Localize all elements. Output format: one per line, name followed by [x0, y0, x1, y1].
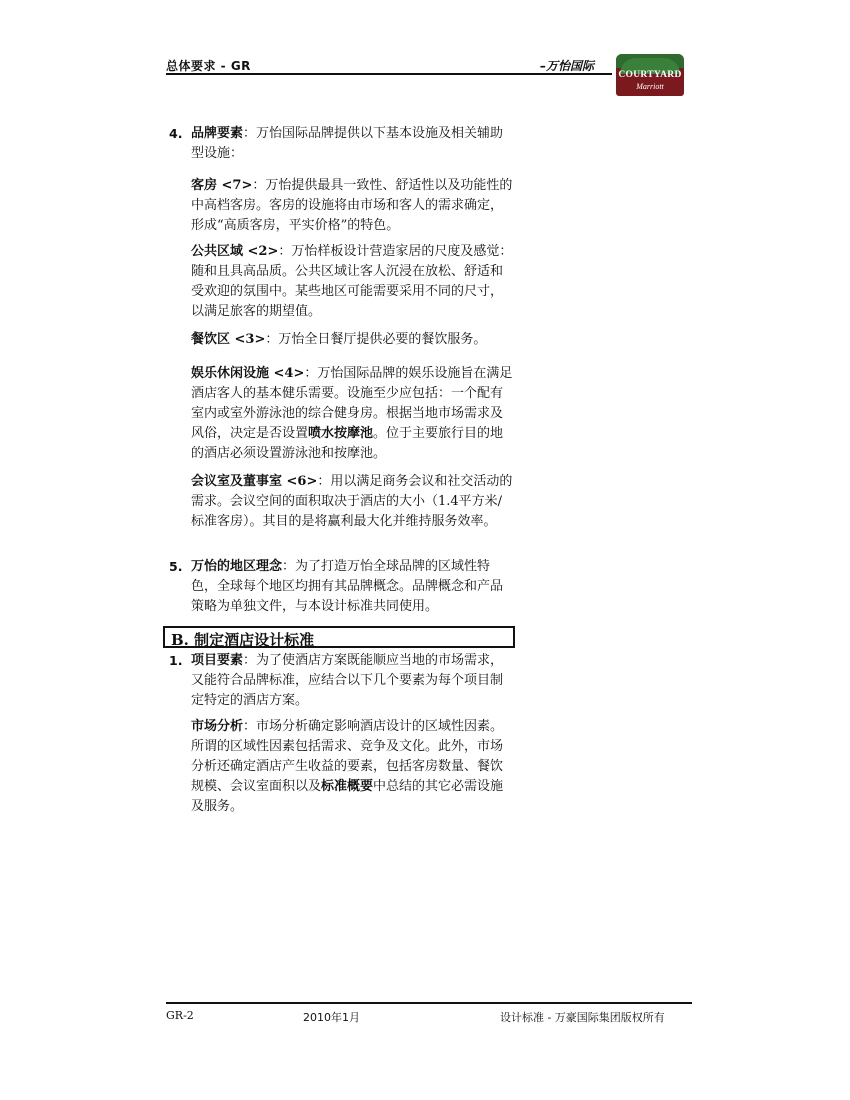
header-right-title: –万怡国际: [540, 59, 595, 73]
footer-rule: [166, 1002, 692, 1004]
courtyard-logo: [616, 54, 684, 96]
logo-brand-text: COURTYARD: [618, 70, 682, 80]
subitem-text: ：用以满足商务会议和社交活动的需求。会议空间的面积取决于酒店的大小（1.4平方米/标准客房）。其目的是将赢利最大化并维持服务效率。: [191, 474, 513, 529]
item-1: [169, 651, 515, 711]
subitem-meeting-rooms: [191, 472, 513, 532]
item-title: 项目要素: [191, 653, 244, 668]
subitem-text: ：万怡提供最具一致性、舒适性以及功能性的中高档客房。客房的设施将由市场和客人的需求确定，形成“高质客房，平实价格”的特色。: [191, 178, 513, 233]
subitem-bold-term: 标准概要: [321, 779, 374, 794]
subitem-text: ：万怡国际品牌的娱乐设施旨在满足酒店客人的基本健乐需要。设施至少应包括：一个配有室内或室外游泳池的综合健身房。根据当地市场需求及风俗，决定是否设置: [191, 366, 513, 441]
item-number: 1.: [169, 653, 183, 668]
item-number: 4.: [169, 126, 183, 141]
subitem-text: ：万怡样板设计营造家居的尺度及感觉：随和且具高品质。公共区域让客人沉浸在放松、舒适和受欢迎的氛围中。某些地区可能需要采用不同的尺寸，以满足旅客的期望值。: [191, 244, 513, 319]
subitem-recreation: [191, 364, 513, 464]
logo-sub-text: Marriott: [636, 82, 664, 91]
subitem-text: ：市场分析确定影响酒店设计的区域性因素。所谓的区域性因素包括需求、竞争及文化。此外，市场分析还确定酒店产生收益的要素，包括客房数量、餐饮规模、会议室面积以及: [191, 719, 504, 794]
subitem-text-after: 。位于主要旅行目的地的酒店必须设置游泳池和按摩池。: [191, 426, 504, 461]
subitem-public-areas: [191, 242, 513, 322]
item-text: ：为了打造万怡全球品牌的区域性特色，全球每个地区均拥有其品牌概念。品牌概念和产品策略为单独文件，与本设计标准共同使用。: [191, 559, 504, 614]
section-b-title: B. 制定酒店设计标准: [171, 631, 315, 649]
subitem-title: 餐饮区 <3>: [191, 332, 266, 347]
item-5: [169, 557, 513, 617]
item-4: [169, 124, 511, 164]
footer-copyright: 设计标准 - 万豪国际集团版权所有: [500, 1011, 665, 1024]
header-left-title: 总体要求 - GR: [166, 59, 251, 73]
item-title: 万怡的地区理念: [191, 559, 283, 574]
subitem-title: 娱乐休闲设施 <4>: [191, 366, 305, 381]
item-title: 品牌要素: [191, 126, 244, 141]
subitem-title: 公共区域 <2>: [191, 244, 279, 259]
subitem-text: ：万怡全日餐厅提供必要的餐饮服务。: [265, 332, 487, 347]
footer-page-number: GR-2: [166, 1009, 194, 1022]
subitem-guestrooms: [191, 176, 513, 236]
footer-date: 2010年1月: [303, 1011, 360, 1024]
header-rule: [166, 73, 612, 75]
subitem-food-beverage: [191, 330, 513, 350]
section-b-box: [163, 626, 515, 648]
subitem-bold-term: 喷水按摩池: [308, 426, 374, 441]
item-number: 5.: [169, 559, 183, 574]
item-text: ：为了使酒店方案既能顺应当地的市场需求，又能符合品牌标准，应结合以下几个要素为每个项目制定特定的酒店方案。: [191, 653, 504, 708]
subitem-text-after: 中总结的其它必需设施及服务。: [191, 779, 504, 814]
item-text: ：万怡国际品牌提供以下基本设施及相关辅助型设施：: [191, 126, 504, 161]
subitem-title: 会议室及董事室 <6>: [191, 474, 318, 489]
subitem-market-analysis: [191, 717, 515, 817]
subitem-title: 客房 <7>: [191, 178, 253, 193]
subitem-title: 市场分析: [191, 719, 244, 734]
